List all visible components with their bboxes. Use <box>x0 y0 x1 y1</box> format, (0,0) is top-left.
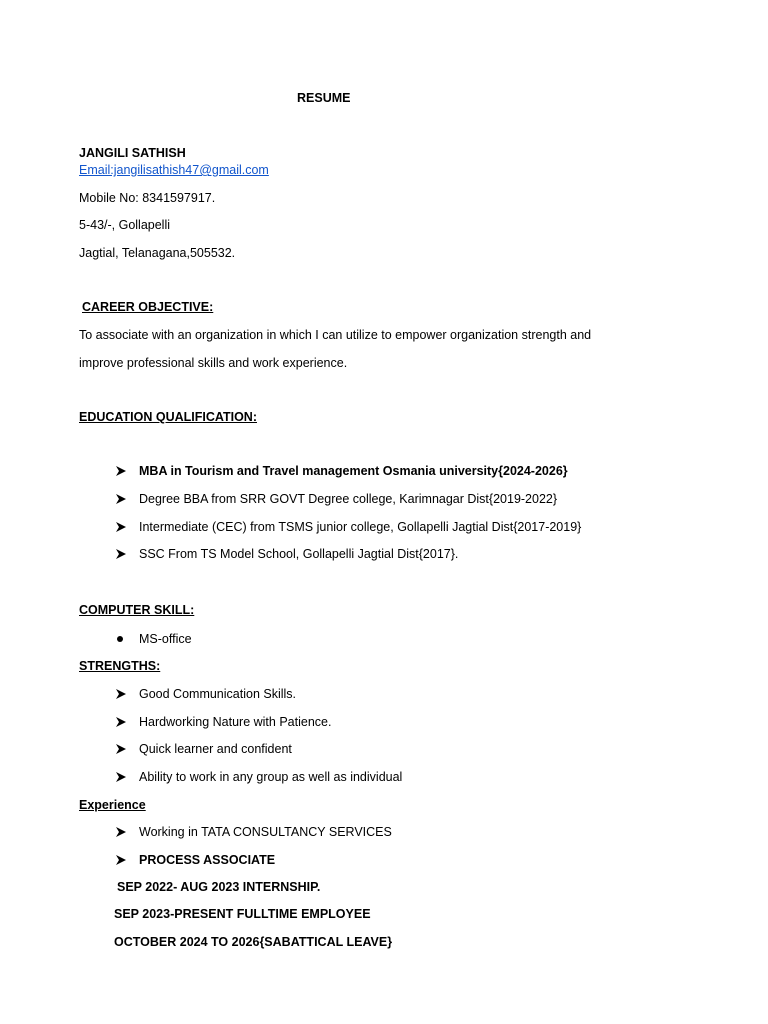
experience-heading: Experience <box>79 798 146 812</box>
mobile-number: Mobile No: 8341597917. <box>79 191 216 205</box>
career-objective-line-1: To associate with an organization in which I can utilize to empower organization strength and <box>79 328 592 342</box>
dot-bullet-icon <box>117 636 123 642</box>
email-link[interactable]: Email:jangilisathish47@gmail.com <box>79 163 269 177</box>
experience-period-line: OCTOBER 2024 TO 2026{SABATTICAL LEAVE} <box>114 935 393 949</box>
experience-period-line: SEP 2023-PRESENT FULLTIME EMPLOYEE <box>114 907 371 921</box>
strength-item: Hardworking Nature with Patience. <box>139 715 332 729</box>
experience-period-line: SEP 2022- AUG 2023 INTERNSHIP. <box>117 880 321 894</box>
strength-item: Good Communication Skills. <box>139 687 297 701</box>
arrow-bullet-icon <box>115 741 129 757</box>
computer-skill-item: MS-office <box>139 632 192 646</box>
arrow-bullet-icon <box>115 491 129 507</box>
career-objective-heading: CAREER OBJECTIVE: <box>82 300 214 314</box>
arrow-bullet-icon <box>115 546 129 562</box>
arrow-bullet-icon <box>115 824 129 840</box>
address-line-2: Jagtial, Telanagana,505532. <box>79 246 236 260</box>
education-item: SSC From TS Model School, Gollapelli Jagtial Dist{2017}. <box>139 547 459 561</box>
address-line-1: 5-43/-, Gollapelli <box>79 218 171 232</box>
arrow-bullet-icon <box>115 463 129 479</box>
strengths-heading: STRENGTHS: <box>79 659 161 673</box>
candidate-name: JANGILI SATHISH <box>79 146 186 160</box>
arrow-bullet-icon <box>115 852 129 868</box>
education-heading: EDUCATION QUALIFICATION: <box>79 410 257 424</box>
experience-item: Working in TATA CONSULTANCY SERVICES <box>139 825 392 839</box>
strength-item: Quick learner and confident <box>139 742 292 756</box>
arrow-bullet-icon <box>115 519 129 535</box>
career-objective-line-2: improve professional skills and work experience. <box>79 356 348 370</box>
experience-item: PROCESS ASSOCIATE <box>139 853 276 867</box>
education-item: Degree BBA from SRR GOVT Degree college, Karimnagar Dist{2019-2022} <box>139 492 558 506</box>
page-title: RESUME <box>297 91 351 105</box>
computer-skill-heading: COMPUTER SKILL: <box>79 603 195 617</box>
education-item: MBA in Tourism and Travel management Osmania university{2024-2026} <box>139 464 568 478</box>
education-item: Intermediate (CEC) from TSMS junior college, Gollapelli Jagtial Dist{2017-2019} <box>139 520 582 534</box>
strength-item: Ability to work in any group as well as individual <box>139 770 403 784</box>
arrow-bullet-icon <box>115 769 129 785</box>
arrow-bullet-icon <box>115 686 129 702</box>
arrow-bullet-icon <box>115 714 129 730</box>
